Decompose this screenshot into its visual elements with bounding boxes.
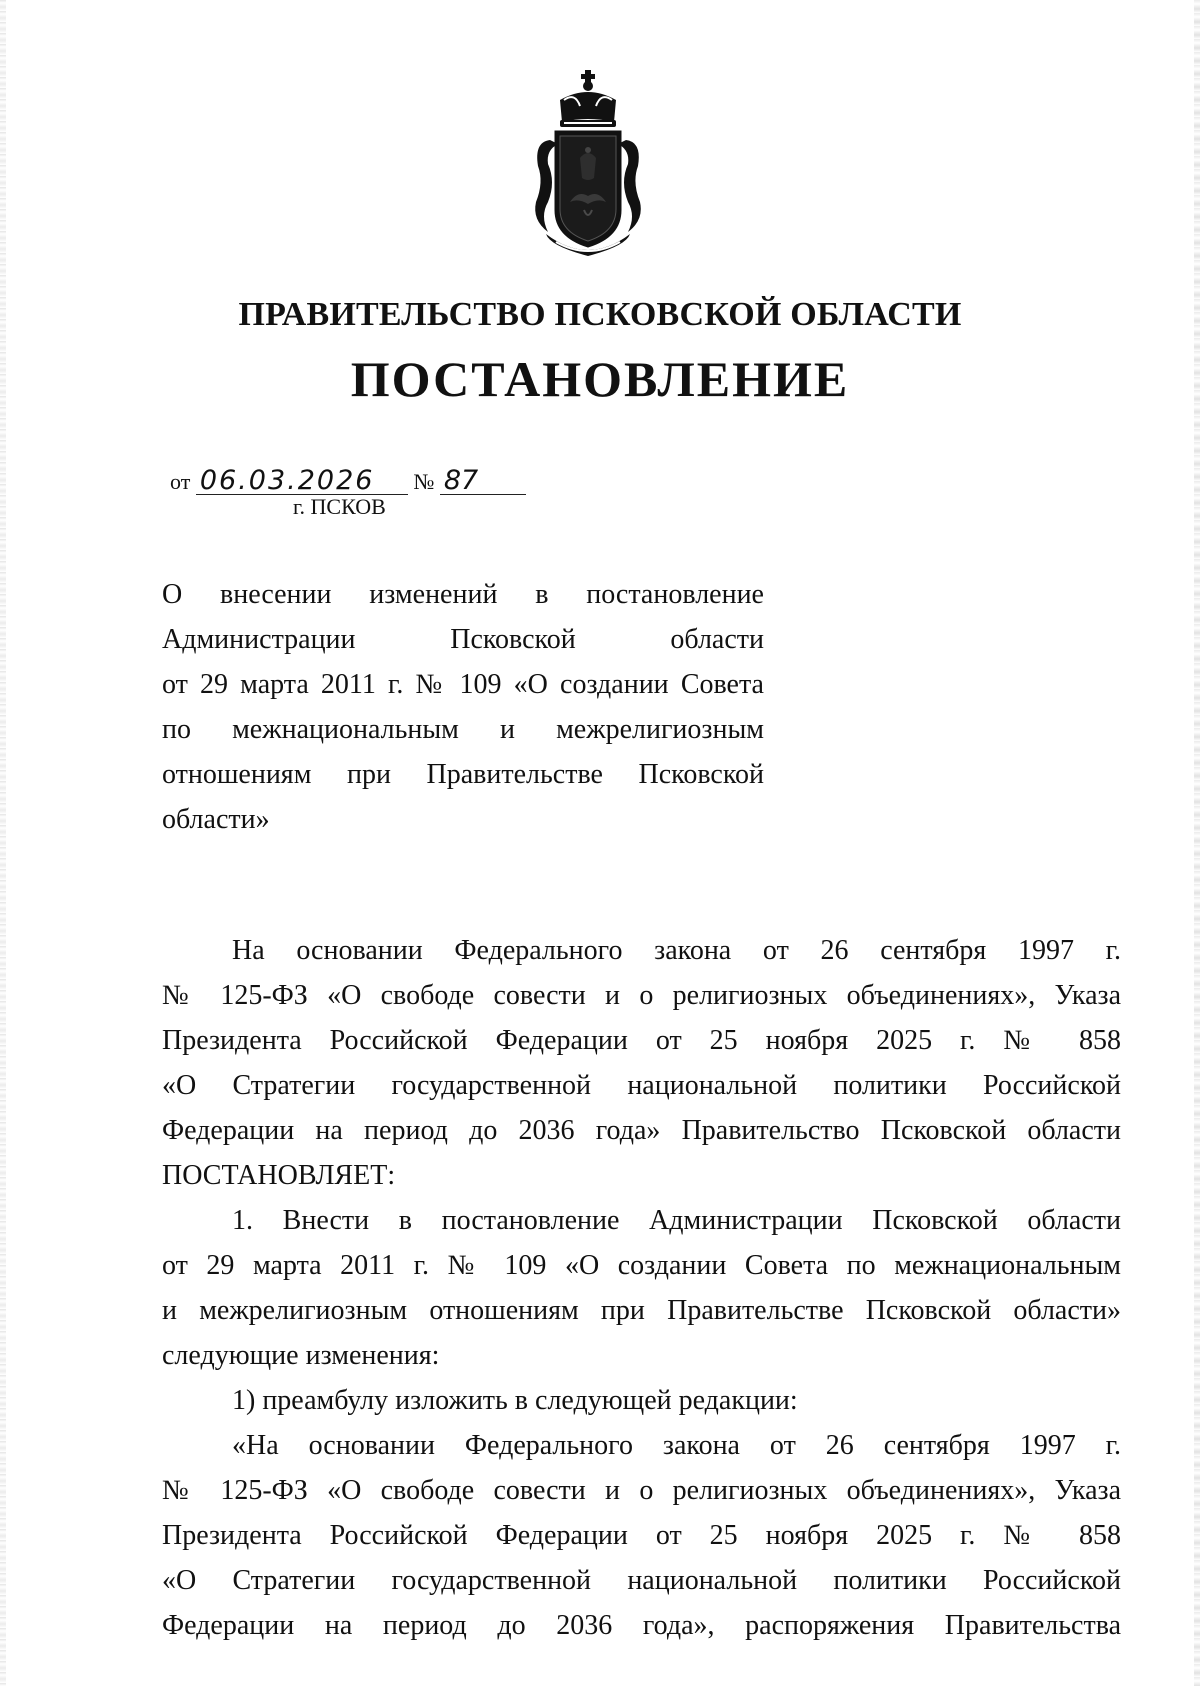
handwritten-date: 06.03.2026 [196,468,408,495]
body-line: Президента Российской Федерации от 25 ноября 2025 г. № 858 [162,1520,1121,1551]
number-prefix: № [413,469,435,494]
handwritten-number: 87 [440,468,526,495]
body-line: от 29 марта 2011 г. № 109 «О создании Совета по межнациональным [162,1250,1121,1281]
body-line: На основании Федерального закона от 26 сентября 1997 г. [232,935,1121,966]
body-line: № 125-ФЗ «О свободе совести и о религиозных объединениях», Указа [162,1475,1121,1506]
body-line: 1. Внести в постановление Администрации Псковской области [232,1205,1121,1236]
subject-line: отношениям при Правительстве Псковской [162,759,764,790]
subject-line: Администрации Псковской области [162,624,764,655]
subject-line: О внесении изменений в постановление [162,579,764,610]
body-line: «О Стратегии государственной национальной политики Российской [162,1565,1121,1596]
document-subject [162,572,764,842]
subject-line: от 29 марта 2011 г. № 109 «О создании Совета [162,669,764,700]
body-line: Федерации на период до 2036 года», распоряжения Правительства [162,1610,1121,1641]
body-line: «О Стратегии государственной национальной политики Российской [162,1070,1121,1101]
body-line: № 125-ФЗ «О свободе совести и о религиозных объединениях», Указа [162,980,1121,1011]
government-title: ПРАВИТЕЛЬСТВО ПСКОВСКОЙ ОБЛАСТИ [238,296,962,333]
body-line: «На основании Федерального закона от 26 сентября 1997 г. [232,1430,1121,1461]
body-line: и межрелигиозным отношениям при Правительстве Псковской области» [162,1295,1121,1326]
body-line: 1) преамбулу изложить в следующей редакции: [232,1385,798,1416]
document-body [162,928,1121,1648]
body-line: Президента Российской Федерации от 25 ноября 2025 г. № 858 [162,1025,1121,1056]
subject-line: области» [162,804,270,835]
city-label: г. ПСКОВ [293,494,386,519]
scan-edge-left [0,0,6,1686]
body-line: следующие изменения: [162,1340,440,1371]
date-number-line [170,465,526,496]
coat-of-arms-icon [530,70,646,266]
document-type-title: ПОСТАНОВЛЕНИЕ [350,351,850,407]
subject-line: по межнациональным и межрелигиозным [162,714,764,745]
date-prefix: от [170,469,191,494]
scan-edge-right [1194,0,1200,1686]
body-line: Федерации на период до 2036 года» Правительство Псковской области [162,1115,1121,1146]
body-line: ПОСТАНОВЛЯЕТ: [162,1160,396,1191]
